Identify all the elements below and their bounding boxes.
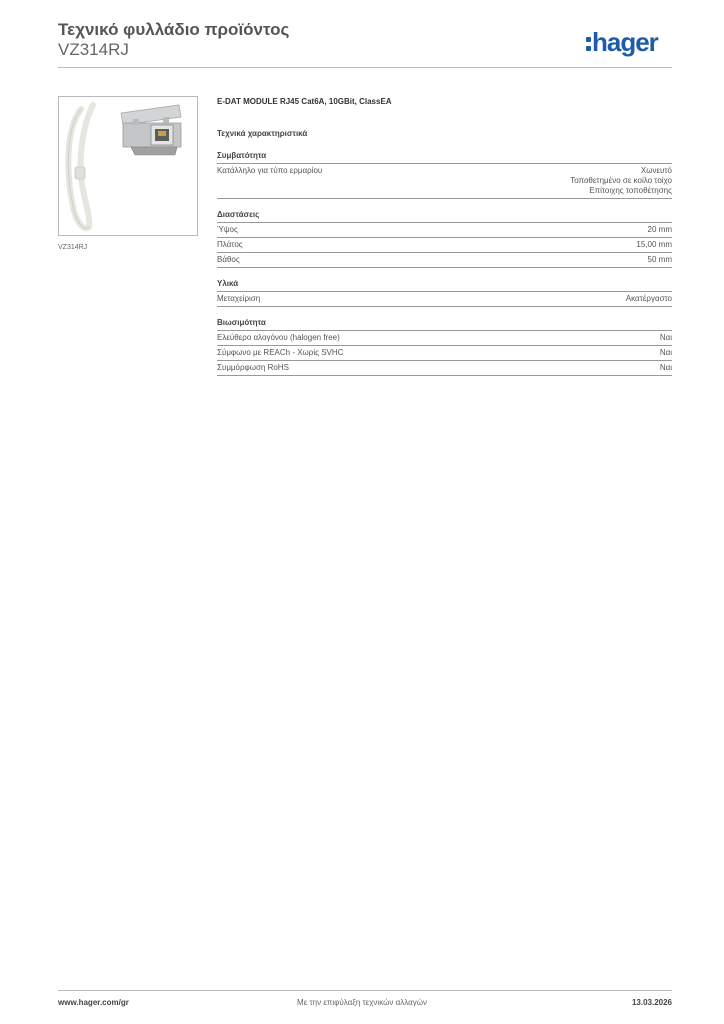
spec-value: Χωνευτό [640, 166, 672, 175]
document-title: Τεχνικό φυλλάδιο προϊόντος [58, 20, 290, 39]
spec-row [217, 361, 672, 376]
spec-label: Ελεύθερο αλογόνου (halogen free) [217, 333, 340, 342]
spec-group-title: Συμβατότητα [217, 150, 672, 164]
spec-group-title: Βιωσιμότητα [217, 317, 672, 331]
spec-row [217, 292, 672, 307]
spec-row [217, 331, 672, 346]
spec-value: 20 mm [647, 225, 672, 234]
header-divider [58, 67, 672, 68]
spec-row [217, 253, 672, 268]
spec-label: Συμμόρφωση RoHS [217, 363, 289, 372]
spec-values [626, 294, 672, 304]
spec-label: Μεταχείριση [217, 294, 261, 303]
product-image [58, 96, 198, 236]
spec-value: Ναι [659, 348, 672, 357]
spec-value: Ακατέργαστο [625, 294, 672, 303]
product-code: VZ314RJ [58, 40, 129, 59]
spec-group [217, 278, 672, 307]
spec-row [217, 346, 672, 361]
footer-divider [58, 990, 672, 991]
spec-values [636, 240, 672, 250]
spec-values [660, 348, 672, 358]
spec-value: Ναι [659, 333, 672, 342]
spec-values [570, 166, 672, 196]
hager-logo: hager [592, 27, 658, 57]
spec-label: Ύψος [217, 225, 238, 234]
spec-value: Τοποθετημένο σε κοίλο τοίχο [570, 176, 672, 185]
hager-logo-dots [586, 37, 591, 52]
spec-values [648, 255, 672, 265]
spec-values [648, 225, 672, 235]
spec-label: Κατάλληλο για τύπο ερμαρίου [217, 166, 323, 175]
spec-group-title: Διαστάσεις [217, 209, 672, 223]
spec-row [217, 223, 672, 238]
product-title: E-DAT MODULE RJ45 Cat6A, 10GBit, ClassEA [217, 97, 392, 106]
spec-groups [217, 150, 672, 376]
spec-row [217, 164, 672, 199]
image-caption: VZ314RJ [58, 244, 88, 251]
spec-group [217, 317, 672, 376]
spec-value: Ναι [659, 363, 672, 372]
spec-group [217, 209, 672, 268]
product-illustration [59, 97, 198, 236]
spec-row [217, 238, 672, 253]
spec-label: Πλάτος [217, 240, 243, 249]
spec-value: 15,00 mm [636, 240, 672, 249]
spec-value: 50 mm [647, 255, 672, 264]
spec-group [217, 150, 672, 199]
spec-group-title: Υλικά [217, 278, 672, 292]
spec-values [660, 333, 672, 343]
footer-date: 13.03.2026 [631, 998, 672, 1007]
spec-content [217, 96, 672, 376]
spec-values [660, 363, 672, 373]
spec-label: Βάθος [217, 255, 240, 264]
section-heading: Τεχνικά χαρακτηριστικά [217, 129, 308, 138]
spec-value: Επίτοιχης τοποθέτησης [589, 186, 672, 195]
footer-website[interactable]: www.hager.com/gr [58, 998, 129, 1007]
footer-notice: Με την επιφύλαξη τεχνικών αλλαγών [297, 998, 427, 1007]
spec-label: Σύμφωνο με REACh - Χωρίς SVHC [217, 348, 344, 357]
